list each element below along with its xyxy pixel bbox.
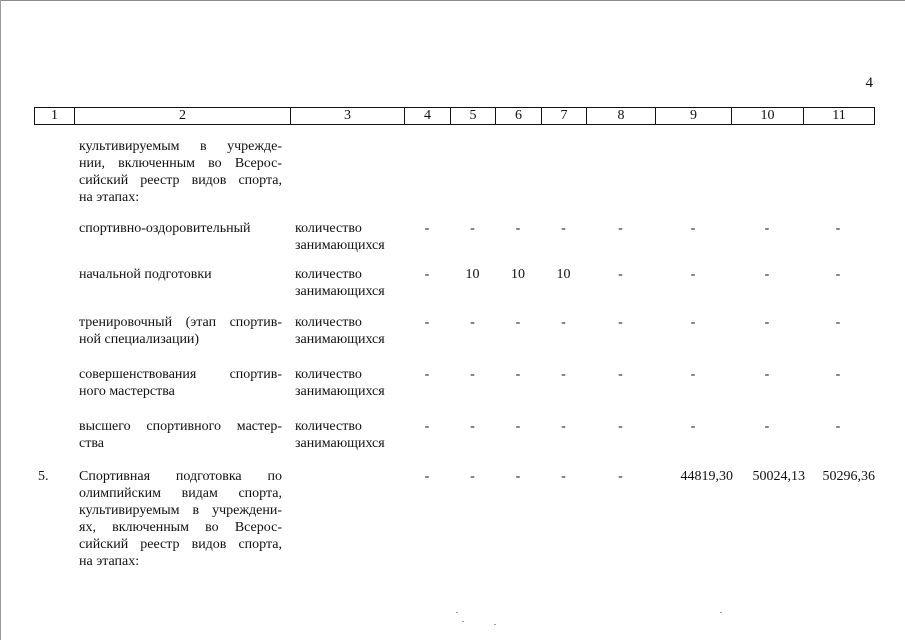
row-value-col-11: -	[835, 419, 841, 434]
row-value-col-8: -	[618, 419, 623, 434]
row-label-line: ства	[79, 436, 104, 451]
row-label-line: тренировочный (этап спортив-	[79, 315, 282, 330]
row-value-col-9: -	[690, 419, 696, 434]
row-value-col-9: -	[690, 367, 696, 382]
row-value-col-5: -	[470, 367, 475, 382]
row-value-col-4: -	[424, 469, 430, 484]
row-value-col-7: 10	[556, 267, 571, 282]
row-label-line: начальной подготовки	[79, 267, 212, 282]
table-header-row	[34, 107, 875, 125]
row-label-line: нии, включенным во Всерос-	[79, 156, 282, 171]
row-label-line: ях, включенным во Всерос-	[79, 520, 282, 535]
row-value-col-6: 10	[511, 267, 525, 282]
row-label-line: культивируемым в учрежде-	[79, 139, 282, 154]
row-value-col-8: -	[618, 367, 623, 382]
row-value-col-10: -	[764, 315, 770, 330]
header-cell-11: 11	[832, 108, 846, 123]
row-value-col-9: -	[690, 221, 696, 236]
row-label-line: на этапах:	[79, 554, 140, 569]
row-value-col-7: -	[561, 221, 566, 236]
row-number: 5.	[38, 469, 49, 484]
row-unit-line: количество	[295, 221, 362, 236]
row-value-col-10: -	[764, 267, 770, 282]
scan-speck	[456, 612, 458, 613]
row-label-line: ной специализации)	[79, 332, 200, 347]
scan-speck	[720, 612, 722, 613]
row-value-col-5: -	[470, 469, 475, 484]
row-value-col-10: -	[764, 367, 770, 382]
row-value-col-8: -	[618, 267, 623, 282]
header-cell-10: 10	[732, 108, 804, 124]
row-label-line: спортивно-оздоровительный	[79, 221, 251, 236]
page-left-edge	[0, 0, 1, 640]
row-value-col-4: -	[424, 267, 430, 282]
row-value-col-8: -	[618, 315, 623, 330]
row-value-col-6: -	[515, 315, 521, 330]
row-label-line: Спортивная подготовка по	[79, 469, 282, 484]
row-unit-line: занимающихся	[295, 332, 385, 347]
row-unit-line: количество	[295, 315, 362, 330]
header-cell-7: 7	[542, 108, 587, 124]
row-value-col-11: -	[835, 221, 841, 236]
row-label-line: олимпийским видам спорта,	[79, 486, 282, 501]
row-value-col-4: -	[424, 221, 430, 236]
row-label-line: сийский реестр видов спорта,	[79, 537, 282, 552]
row-value-col-6: -	[515, 419, 521, 434]
page-top-edge	[0, 0, 905, 1]
row-value-col-11: 50296,36	[822, 469, 875, 484]
row-unit-line: количество	[295, 367, 362, 382]
scan-speck	[494, 624, 496, 625]
row-label-line: высшего спортивного мастер-	[79, 419, 282, 434]
row-value-col-6: -	[515, 469, 521, 484]
header-cell-5: 5	[451, 108, 496, 124]
row-value-col-7: -	[561, 315, 566, 330]
row-value-col-11: -	[835, 267, 841, 282]
row-value-col-9: -	[690, 267, 696, 282]
header-cell-9: 9	[656, 108, 732, 124]
row-value-col-8: -	[618, 221, 623, 236]
row-value-col-10: 50024,13	[752, 469, 805, 484]
row-label-line: ного мастерства	[79, 384, 175, 399]
header-cell-4: 4	[405, 108, 451, 124]
row-value-col-9: -	[690, 315, 696, 330]
row-value-col-4: -	[424, 419, 430, 434]
row-value-col-11: -	[835, 315, 841, 330]
row-value-col-4: -	[424, 315, 430, 330]
row-unit-line: занимающихся	[295, 284, 385, 299]
page-number: 4	[865, 75, 873, 91]
row-label-line: на этапах:	[79, 190, 140, 205]
row-unit-line: количество	[295, 419, 362, 434]
row-unit-line: занимающихся	[295, 384, 385, 399]
header-cell-2: 2	[75, 108, 291, 124]
row-label-line: совершенствования спортив-	[79, 367, 282, 382]
row-value-col-6: -	[515, 367, 521, 382]
row-value-col-9: 44819,30	[680, 469, 733, 484]
row-value-col-4: -	[424, 367, 430, 382]
row-value-col-5: -	[470, 315, 475, 330]
row-value-col-8: -	[618, 469, 623, 484]
row-value-col-5: 10	[465, 267, 480, 282]
row-value-col-10: -	[764, 419, 770, 434]
header-cell-3: 3	[291, 108, 405, 124]
row-value-col-10: -	[764, 221, 770, 236]
header-cell-6: 6	[496, 108, 542, 124]
row-value-col-7: -	[561, 367, 566, 382]
row-unit-line: занимающихся	[295, 238, 385, 253]
header-cell-1: 1	[35, 108, 75, 124]
row-unit-line: занимающихся	[295, 436, 385, 451]
header-cell-8: 8	[587, 108, 656, 124]
row-value-col-5: -	[470, 221, 475, 236]
row-label-line: культивируемым в учреждени-	[79, 503, 282, 518]
row-value-col-7: -	[561, 469, 566, 484]
row-unit-line: количество	[295, 267, 362, 282]
scan-speck	[462, 621, 464, 622]
row-value-col-5: -	[470, 419, 475, 434]
row-value-col-11: -	[835, 367, 841, 382]
row-label-line: сийский реестр видов спорта,	[79, 173, 282, 188]
row-value-col-7: -	[561, 419, 566, 434]
row-value-col-6: -	[515, 221, 521, 236]
